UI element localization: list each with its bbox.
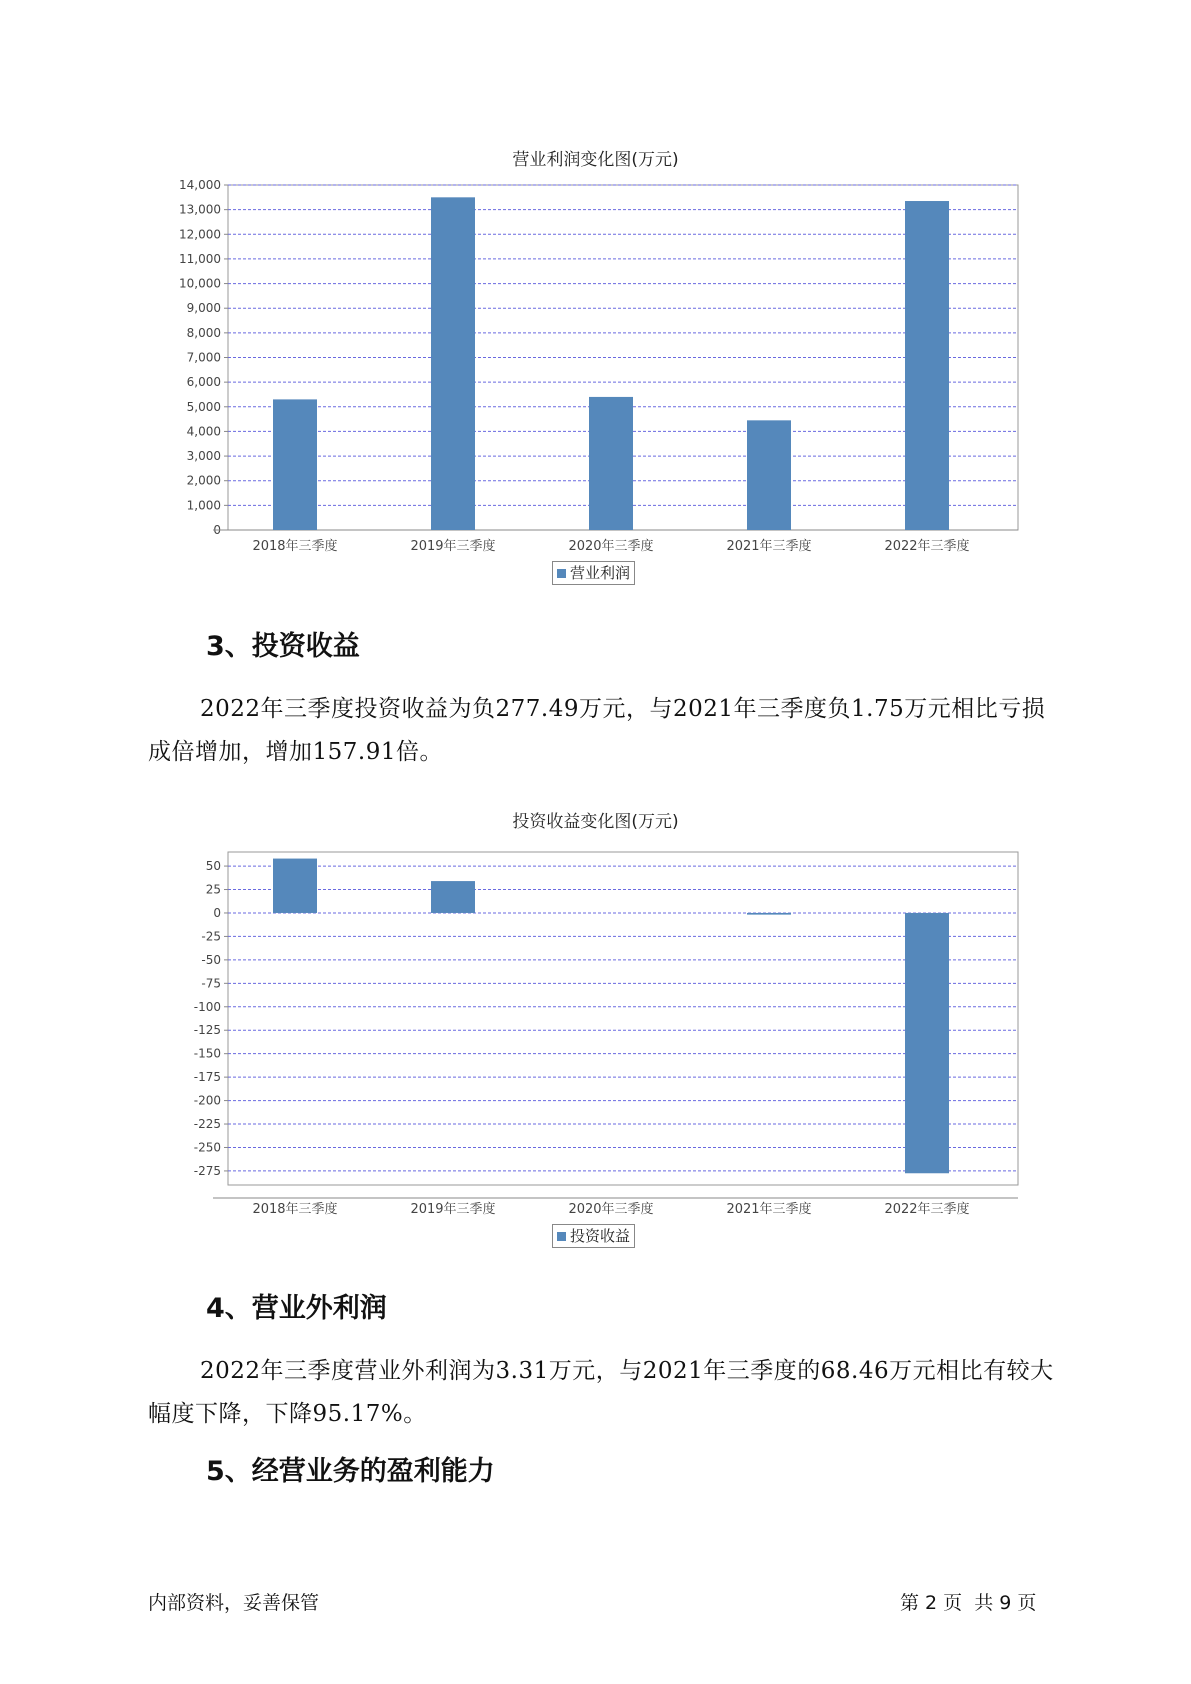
y-tick-label: -250 <box>193 1140 221 1155</box>
y-tick-label: -50 <box>201 952 221 967</box>
y-tick-label: -175 <box>193 1070 221 1085</box>
chart-title: 投资收益变化图(万元) <box>512 812 679 832</box>
x-tick-label: 2021年三季度 <box>726 1202 812 1217</box>
y-tick-label: 12,000 <box>179 227 221 242</box>
x-tick-label: 2018年三季度 <box>252 539 338 554</box>
y-tick-label: 4,000 <box>186 424 221 439</box>
bar <box>431 881 475 913</box>
y-tick-label: 0 <box>213 905 221 920</box>
section-heading-profitability: 5、经营业务的盈利能力 <box>206 1456 495 1487</box>
x-tick-label: 2019年三季度 <box>410 1202 496 1217</box>
y-tick-label: 9,000 <box>186 301 221 316</box>
y-tick-label: 1,000 <box>186 498 221 513</box>
chart-title: 营业利润变化图(万元) <box>512 150 679 170</box>
section-heading-non-operating-profit: 4、营业外利润 <box>206 1293 387 1324</box>
footer-page-number: 第 2 页 共 9 页 <box>900 1592 1037 1614</box>
y-tick-label: -100 <box>193 999 221 1014</box>
y-tick-label: 50 <box>205 859 221 874</box>
legend-label: 营业利润 <box>570 564 631 582</box>
x-tick-label: 2020年三季度 <box>568 1202 654 1217</box>
x-tick-label: 2019年三季度 <box>410 539 496 554</box>
bar <box>747 913 791 915</box>
bar <box>905 913 949 1173</box>
legend-swatch <box>557 1232 566 1241</box>
y-tick-label: 2,000 <box>186 473 221 488</box>
chart-legend <box>552 1224 635 1248</box>
plot-area <box>228 852 1018 1185</box>
y-tick-label: -275 <box>193 1163 221 1178</box>
section-paragraph-non-operating-profit: 2022年三季度营业外利润为3.31万元，与2021年三季度的68.46万元相比有较大幅度下降，下降95.17%。 <box>148 1358 1054 1427</box>
y-tick-label: 14,000 <box>179 178 221 192</box>
x-tick-label: 2022年三季度 <box>884 539 970 554</box>
y-tick-label: 7,000 <box>186 350 221 365</box>
y-tick-label: 8,000 <box>186 325 221 340</box>
x-tick-label: 2018年三季度 <box>252 1202 338 1217</box>
y-tick-label: 11,000 <box>179 251 221 266</box>
y-tick-label: -125 <box>193 1023 221 1038</box>
y-tick-label: -150 <box>193 1046 221 1061</box>
y-tick-label: -75 <box>201 976 221 991</box>
y-tick-label: 6,000 <box>186 375 221 390</box>
bar <box>273 859 317 913</box>
y-tick-label: -225 <box>193 1117 221 1132</box>
y-tick-label: -25 <box>201 929 221 944</box>
y-tick-label: 10,000 <box>179 276 221 291</box>
x-tick-label: 2022年三季度 <box>884 1202 970 1217</box>
y-tick-label: 3,000 <box>186 449 221 464</box>
y-tick-label: 13,000 <box>179 202 221 217</box>
y-tick-label: 0 <box>213 523 221 537</box>
x-tick-label: 2021年三季度 <box>726 539 812 554</box>
y-tick-label: 25 <box>205 882 221 897</box>
legend-label: 投资收益 <box>570 1227 631 1245</box>
y-tick-label: -200 <box>193 1093 221 1108</box>
section-paragraph-investment-income: 2022年三季度投资收益为负277.49万元，与2021年三季度负1.75万元相比亏损成倍增加，增加157.91倍。 <box>148 696 1046 765</box>
footer-confidential-note: 内部资料，妥善保管 <box>148 1592 320 1614</box>
x-tick-label: 2020年三季度 <box>568 539 654 554</box>
y-tick-label: 5,000 <box>186 399 221 414</box>
section-heading-investment-income: 3、投资收益 <box>206 631 360 662</box>
